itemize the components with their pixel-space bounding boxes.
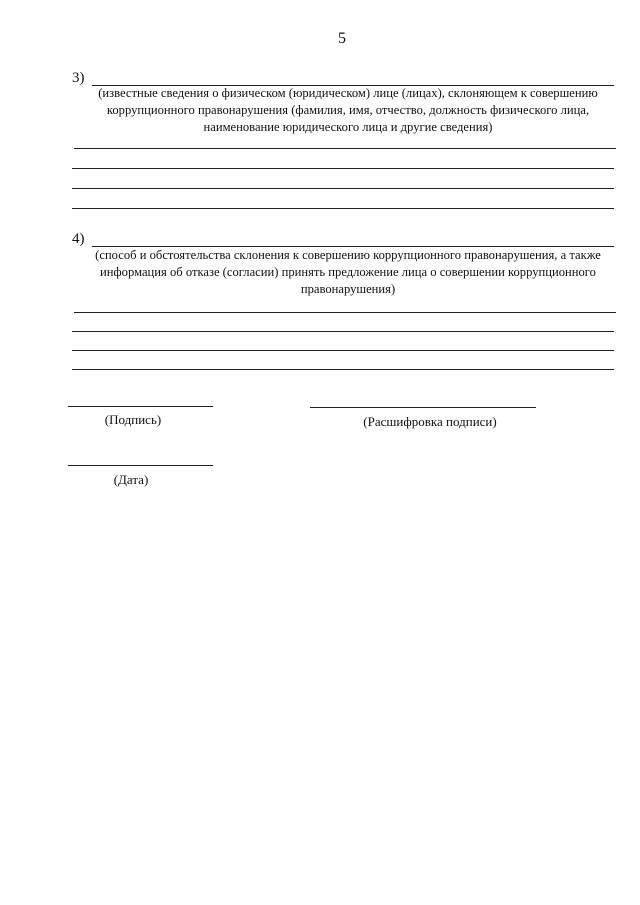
signature-decoding-label: (Расшифровка подписи) (363, 414, 497, 429)
section-4-caption-line: информация об отказе (согласии) принять предложение лица о совершении коррупционного (100, 265, 596, 279)
signature-line[interactable] (68, 406, 213, 407)
section-4-answer-line[interactable] (72, 369, 614, 370)
section-4-caption-line: правонарушения) (300, 282, 396, 296)
section-4-number: 4) (72, 231, 85, 247)
section-4-caption-line: (способ и обстоятельства склонения к совершению коррупционного правонарушения, а также (95, 248, 601, 262)
section-4-answer-line[interactable] (74, 312, 616, 313)
signature-decoding-line[interactable] (310, 407, 536, 408)
section-4-answer-line[interactable] (72, 350, 614, 351)
section-3-number: 3) (72, 70, 85, 86)
section-4-caption (78, 247, 618, 298)
section-3-answer-line[interactable] (72, 168, 614, 169)
signature-label: (Подпись) (104, 412, 162, 427)
section-3-answer-line[interactable] (74, 148, 616, 149)
section-3-answer-line[interactable] (72, 188, 614, 189)
section-4-answer-line[interactable] (72, 331, 614, 332)
section-3-caption-line: коррупционного правонарушения (фамилия, имя, отчество, должность физического лица, (106, 103, 590, 117)
section-3-caption (78, 85, 618, 136)
section-3-answer-line[interactable] (72, 208, 614, 209)
date-line[interactable] (68, 465, 213, 466)
section-3-caption-line: (известные сведения о физическом (юридическом) лице (лицах), склоняющем к совершению (98, 86, 598, 100)
page-number: 5 (338, 30, 346, 47)
date-label: (Дата) (113, 472, 149, 487)
section-3-caption-line: наименование юридического лица и другие сведения) (203, 120, 493, 134)
